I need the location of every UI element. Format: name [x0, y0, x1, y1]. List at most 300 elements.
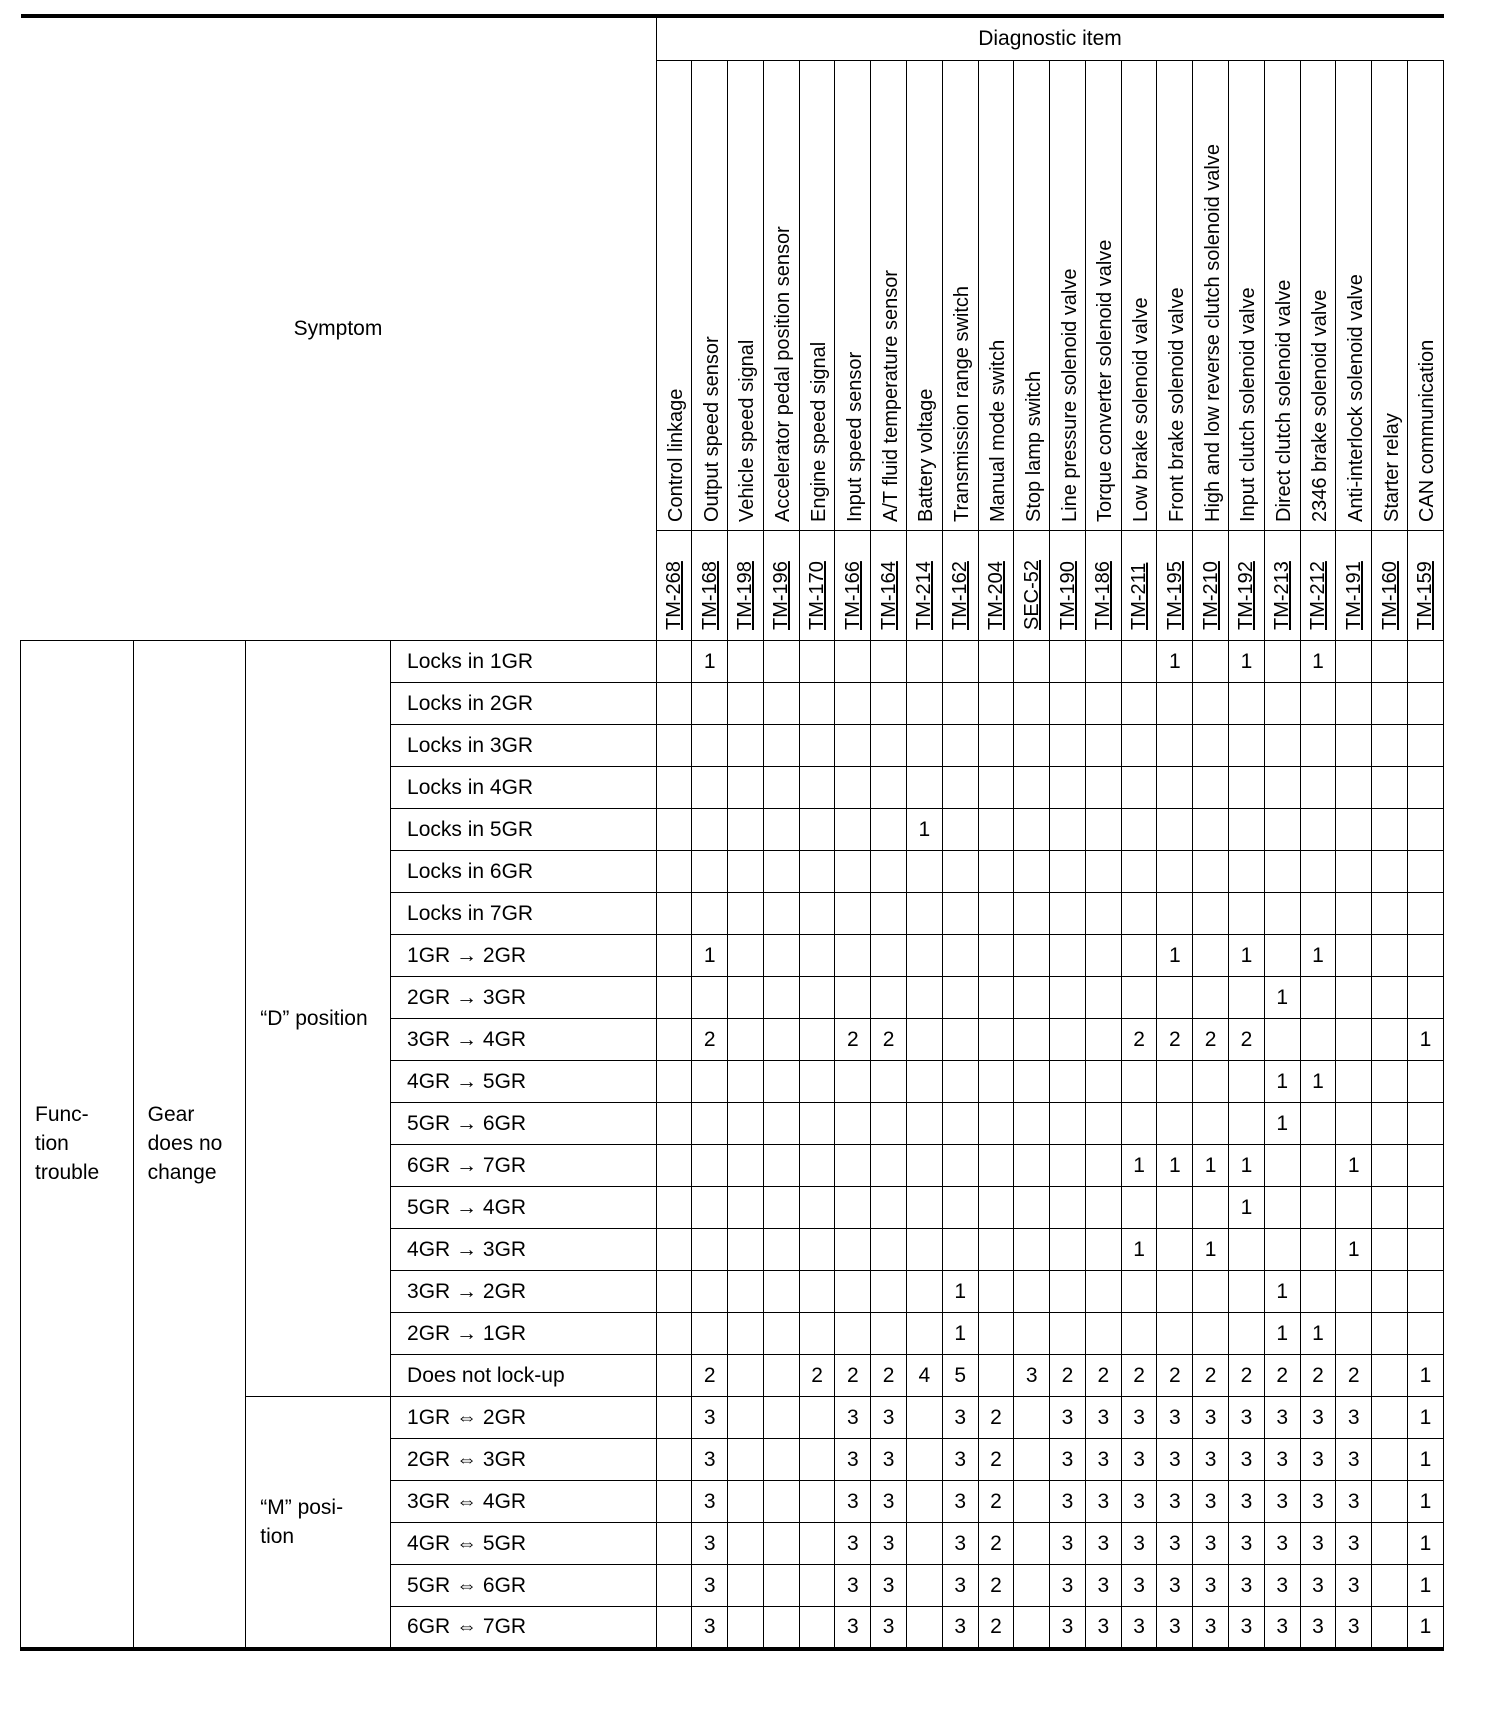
priority-cell: 3 [942, 1397, 978, 1439]
priority-cell: 2 [835, 1355, 871, 1397]
column-ref-cell [1264, 531, 1300, 641]
priority-cell: 3 [1050, 1481, 1086, 1523]
column-name: Engine speed signal [808, 341, 831, 522]
priority-cell [1014, 1229, 1050, 1271]
priority-cell [1085, 893, 1121, 935]
symptom-cell: 1GR ⇔ 2GR [391, 1397, 656, 1439]
reference-link[interactable]: TM-190 [1056, 561, 1079, 630]
column-ref-cell [1229, 531, 1265, 641]
priority-cell [1014, 893, 1050, 935]
column-header [1014, 61, 1050, 531]
priority-cell [1157, 683, 1193, 725]
priority-cell: 1 [1264, 1103, 1300, 1145]
priority-cell [1229, 977, 1265, 1019]
priority-cell [1336, 851, 1372, 893]
priority-cell [1372, 977, 1408, 1019]
priority-cell [763, 893, 799, 935]
priority-cell [978, 1313, 1014, 1355]
priority-cell: 3 [871, 1439, 907, 1481]
priority-cell [1193, 767, 1229, 809]
priority-cell [1264, 1145, 1300, 1187]
priority-cell [763, 935, 799, 977]
priority-cell [1372, 935, 1408, 977]
column-header [1336, 61, 1372, 531]
priority-cell: 1 [1407, 1607, 1443, 1649]
priority-cell [1121, 725, 1157, 767]
priority-cell [1372, 1271, 1408, 1313]
priority-cell: 3 [871, 1481, 907, 1523]
priority-cell [835, 767, 871, 809]
priority-cell [1085, 935, 1121, 977]
priority-cell [728, 1145, 764, 1187]
priority-cell: 2 [978, 1607, 1014, 1649]
priority-cell [1014, 809, 1050, 851]
reference-link[interactable]: TM-166 [841, 561, 864, 630]
priority-cell [1193, 641, 1229, 683]
priority-cell [1121, 767, 1157, 809]
column-header [728, 61, 764, 531]
priority-cell: 3 [1085, 1439, 1121, 1481]
reference-link[interactable]: TM-196 [770, 561, 793, 630]
reference-link[interactable]: TM-268 [662, 561, 685, 630]
priority-cell: 1 [942, 1313, 978, 1355]
priority-cell: 3 [1229, 1439, 1265, 1481]
column-ref-cell [906, 531, 942, 641]
reference-link[interactable]: TM-170 [806, 561, 829, 630]
priority-cell [942, 935, 978, 977]
priority-cell [1014, 767, 1050, 809]
priority-cell [978, 1019, 1014, 1061]
priority-cell [799, 1145, 835, 1187]
priority-cell [1372, 767, 1408, 809]
priority-cell [799, 1271, 835, 1313]
priority-cell [763, 1019, 799, 1061]
priority-cell: 3 [1300, 1565, 1336, 1607]
priority-cell: 3 [1157, 1523, 1193, 1565]
priority-cell [835, 1271, 871, 1313]
priority-cell [1300, 851, 1336, 893]
priority-cell: 2 [692, 1355, 728, 1397]
priority-cell [978, 1061, 1014, 1103]
priority-cell [942, 683, 978, 725]
priority-cell [1121, 1187, 1157, 1229]
priority-cell: 3 [1050, 1397, 1086, 1439]
priority-cell [871, 809, 907, 851]
priority-cell [799, 641, 835, 683]
priority-cell: 1 [692, 641, 728, 683]
priority-cell [1300, 1229, 1336, 1271]
priority-cell [1372, 1061, 1408, 1103]
column-header [692, 61, 728, 531]
priority-cell: 2 [1157, 1019, 1193, 1061]
reference-link[interactable]: TM-186 [1092, 561, 1115, 630]
priority-cell [799, 1439, 835, 1481]
priority-cell [656, 1019, 692, 1061]
priority-cell [1193, 935, 1229, 977]
priority-cell: 3 [1157, 1397, 1193, 1439]
priority-cell [1121, 1103, 1157, 1145]
priority-cell: 3 [1193, 1397, 1229, 1439]
priority-cell [871, 851, 907, 893]
priority-cell: 3 [1121, 1565, 1157, 1607]
column-name: Input clutch solenoid valve [1237, 287, 1260, 522]
priority-cell [728, 1229, 764, 1271]
priority-cell [906, 1019, 942, 1061]
priority-cell [656, 851, 692, 893]
priority-cell [1050, 977, 1086, 1019]
symptom-cell: Locks in 3GR [391, 725, 656, 767]
priority-cell [1193, 1103, 1229, 1145]
priority-cell [656, 1355, 692, 1397]
priority-cell [728, 725, 764, 767]
priority-cell: 2 [1121, 1355, 1157, 1397]
priority-cell [799, 1481, 835, 1523]
priority-cell [871, 683, 907, 725]
priority-cell [763, 1271, 799, 1313]
priority-cell [1193, 1313, 1229, 1355]
column-name: Input speed sensor [843, 351, 866, 522]
priority-cell [1336, 725, 1372, 767]
priority-cell: 1 [942, 1271, 978, 1313]
priority-cell: 3 [835, 1607, 871, 1649]
priority-cell [906, 1481, 942, 1523]
priority-cell: 3 [1336, 1439, 1372, 1481]
reference-link[interactable]: TM-195 [1163, 561, 1186, 630]
priority-cell: 3 [1193, 1565, 1229, 1607]
priority-cell [906, 1061, 942, 1103]
priority-cell [1085, 1145, 1121, 1187]
column-header [1300, 61, 1336, 531]
reference-link[interactable]: TM-159 [1414, 561, 1437, 630]
priority-cell: 3 [1229, 1481, 1265, 1523]
priority-cell [763, 767, 799, 809]
priority-cell: 1 [1121, 1229, 1157, 1271]
priority-cell [1300, 809, 1336, 851]
symptom-cell: Locks in 1GR [391, 641, 656, 683]
priority-cell [799, 851, 835, 893]
priority-cell [1336, 1019, 1372, 1061]
priority-cell [871, 893, 907, 935]
reference-link[interactable]: TM-212 [1306, 561, 1329, 630]
priority-cell [1085, 1229, 1121, 1271]
symptom-cell: 4GR ⇔ 5GR [391, 1523, 656, 1565]
priority-cell [728, 1187, 764, 1229]
priority-cell [1121, 893, 1157, 935]
priority-cell: 3 [942, 1439, 978, 1481]
priority-cell [763, 809, 799, 851]
priority-cell [1014, 1019, 1050, 1061]
priority-cell: 3 [1085, 1565, 1121, 1607]
priority-cell [728, 1271, 764, 1313]
symptom-cell: 1GR → 2GR [391, 935, 656, 977]
priority-cell [692, 767, 728, 809]
priority-cell [1300, 1187, 1336, 1229]
priority-cell: 3 [1229, 1565, 1265, 1607]
priority-cell [835, 977, 871, 1019]
priority-cell [978, 683, 1014, 725]
diagnostic-table [20, 14, 1444, 1651]
priority-cell [1300, 1271, 1336, 1313]
priority-cell: 3 [835, 1439, 871, 1481]
priority-cell [1193, 893, 1229, 935]
priority-cell: 2 [1050, 1355, 1086, 1397]
priority-cell: 3 [942, 1481, 978, 1523]
reference-link[interactable]: TM-213 [1271, 561, 1294, 630]
priority-cell [1372, 683, 1408, 725]
priority-cell [763, 1481, 799, 1523]
priority-cell [1336, 1187, 1372, 1229]
reference-link[interactable]: TM-162 [949, 561, 972, 630]
priority-cell: 3 [1050, 1565, 1086, 1607]
column-header [942, 61, 978, 531]
priority-cell [978, 1145, 1014, 1187]
priority-cell: 2 [1300, 1355, 1336, 1397]
priority-cell [1121, 1271, 1157, 1313]
category-label: Func- tion trouble [35, 1103, 100, 1185]
priority-cell: 2 [692, 1019, 728, 1061]
priority-cell [871, 641, 907, 683]
reference-link[interactable]: TM-160 [1378, 561, 1401, 630]
reference-link[interactable]: TM-168 [698, 561, 721, 630]
priority-cell [1229, 809, 1265, 851]
priority-cell [1407, 1187, 1443, 1229]
column-header [1121, 61, 1157, 531]
priority-cell: 3 [1336, 1523, 1372, 1565]
priority-cell [763, 641, 799, 683]
priority-cell [763, 1397, 799, 1439]
priority-cell [656, 977, 692, 1019]
m-position-cell [246, 1397, 391, 1649]
priority-cell: 3 [942, 1523, 978, 1565]
priority-cell [1014, 641, 1050, 683]
symptom-cell: Does not lock-up [391, 1355, 656, 1397]
priority-cell: 1 [906, 809, 942, 851]
priority-cell [1300, 1145, 1336, 1187]
priority-cell [1300, 683, 1336, 725]
priority-cell: 3 [1336, 1565, 1372, 1607]
reference-link[interactable]: TM-214 [913, 561, 936, 630]
priority-cell [1014, 1523, 1050, 1565]
priority-cell [1407, 851, 1443, 893]
priority-cell [1085, 1313, 1121, 1355]
priority-cell: 1 [1300, 1061, 1336, 1103]
priority-cell [906, 1145, 942, 1187]
priority-cell [1372, 1607, 1408, 1649]
priority-cell [942, 977, 978, 1019]
priority-cell: 1 [1121, 1145, 1157, 1187]
priority-cell [1407, 1271, 1443, 1313]
priority-cell [728, 1313, 764, 1355]
priority-cell: 1 [1264, 1061, 1300, 1103]
priority-cell [692, 1271, 728, 1313]
column-ref-cell [1157, 531, 1193, 641]
priority-cell [1014, 1565, 1050, 1607]
priority-cell [978, 809, 1014, 851]
priority-cell [1229, 1061, 1265, 1103]
priority-cell: 3 [871, 1397, 907, 1439]
priority-cell: 1 [1157, 935, 1193, 977]
priority-cell: 3 [1121, 1481, 1157, 1523]
priority-cell: 3 [692, 1397, 728, 1439]
priority-cell: 3 [1157, 1607, 1193, 1649]
priority-cell [1229, 725, 1265, 767]
priority-cell: 3 [1336, 1607, 1372, 1649]
priority-cell [978, 725, 1014, 767]
priority-cell [728, 683, 764, 725]
priority-cell [656, 683, 692, 725]
priority-cell: 3 [1193, 1523, 1229, 1565]
category-cell [21, 641, 134, 1649]
priority-cell [799, 893, 835, 935]
priority-cell [1085, 683, 1121, 725]
priority-cell [1372, 1229, 1408, 1271]
priority-cell [1300, 1103, 1336, 1145]
priority-cell [1157, 767, 1193, 809]
priority-cell [942, 1019, 978, 1061]
reference-link[interactable]: TM-204 [984, 561, 1007, 630]
priority-cell [835, 1313, 871, 1355]
priority-cell [799, 683, 835, 725]
column-ref-cell [942, 531, 978, 641]
priority-cell [656, 1439, 692, 1481]
reference-link[interactable]: TM-191 [1342, 561, 1365, 630]
priority-cell [656, 1271, 692, 1313]
column-ref-cell [763, 531, 799, 641]
priority-cell [978, 977, 1014, 1019]
reference-link[interactable]: TM-164 [877, 561, 900, 630]
priority-cell [692, 1103, 728, 1145]
priority-cell [906, 1229, 942, 1271]
priority-cell [1121, 851, 1157, 893]
priority-cell [656, 1187, 692, 1229]
priority-cell [978, 1271, 1014, 1313]
reference-link[interactable]: TM-210 [1199, 561, 1222, 630]
priority-cell [1264, 767, 1300, 809]
priority-cell [978, 641, 1014, 683]
column-ref-cell [835, 531, 871, 641]
priority-cell [728, 809, 764, 851]
priority-cell: 3 [1300, 1439, 1336, 1481]
priority-cell [1372, 1355, 1408, 1397]
priority-cell [1372, 1313, 1408, 1355]
priority-cell [1050, 851, 1086, 893]
priority-cell [1193, 725, 1229, 767]
priority-cell: 3 [1157, 1439, 1193, 1481]
priority-cell [692, 683, 728, 725]
priority-cell: 3 [1157, 1481, 1193, 1523]
priority-cell [906, 1397, 942, 1439]
priority-cell [1085, 1061, 1121, 1103]
priority-cell: 3 [1014, 1355, 1050, 1397]
reference-link[interactable]: TM-211 [1128, 562, 1151, 630]
symptom-cell: 6GR → 7GR [391, 1145, 656, 1187]
symptom-cell: 6GR ⇔ 7GR [391, 1607, 656, 1649]
priority-cell [1050, 809, 1086, 851]
priority-cell [942, 1061, 978, 1103]
priority-cell: 3 [1229, 1607, 1265, 1649]
priority-cell [942, 641, 978, 683]
priority-cell [978, 1229, 1014, 1271]
priority-cell [1300, 1019, 1336, 1061]
priority-cell [728, 767, 764, 809]
symptom-cell: 5GR ⇔ 6GR [391, 1565, 656, 1607]
priority-cell [1050, 1145, 1086, 1187]
priority-cell: 2 [835, 1019, 871, 1061]
priority-cell [906, 851, 942, 893]
priority-cell: 5 [942, 1355, 978, 1397]
priority-cell [763, 851, 799, 893]
reference-link[interactable]: TM-198 [734, 561, 757, 630]
priority-cell [835, 851, 871, 893]
priority-cell: 3 [1085, 1481, 1121, 1523]
reference-link[interactable]: SEC-52 [1020, 559, 1043, 630]
priority-cell [656, 1397, 692, 1439]
priority-cell [978, 851, 1014, 893]
column-ref-cell [1407, 531, 1443, 641]
priority-cell [978, 893, 1014, 935]
column-header [1157, 61, 1193, 531]
priority-cell [906, 977, 942, 1019]
priority-cell: 3 [1085, 1607, 1121, 1649]
priority-cell [942, 1229, 978, 1271]
priority-cell: 2 [1193, 1019, 1229, 1061]
priority-cell [728, 1355, 764, 1397]
symptom-cell: 2GR ⇔ 3GR [391, 1439, 656, 1481]
priority-cell: 1 [1407, 1019, 1443, 1061]
priority-cell [1157, 1187, 1193, 1229]
priority-cell: 2 [978, 1565, 1014, 1607]
priority-cell [1193, 1061, 1229, 1103]
priority-cell [1336, 1313, 1372, 1355]
column-ref-cell [1300, 531, 1336, 641]
priority-cell [1407, 1229, 1443, 1271]
column-name: Transmission range switch [951, 285, 974, 522]
column-header [1372, 61, 1408, 531]
priority-cell: 3 [835, 1523, 871, 1565]
priority-cell: 3 [835, 1481, 871, 1523]
priority-cell: 3 [1193, 1481, 1229, 1523]
priority-cell [1264, 725, 1300, 767]
priority-cell [656, 1229, 692, 1271]
priority-cell [871, 1271, 907, 1313]
column-ref-cell [1085, 531, 1121, 641]
priority-cell [1157, 1103, 1193, 1145]
priority-cell [656, 1313, 692, 1355]
reference-link[interactable]: TM-192 [1235, 561, 1258, 630]
priority-cell [1300, 977, 1336, 1019]
priority-cell [728, 935, 764, 977]
priority-cell [1372, 809, 1408, 851]
priority-cell: 1 [1336, 1145, 1372, 1187]
priority-cell: 3 [835, 1397, 871, 1439]
priority-cell [1157, 1271, 1193, 1313]
subcategory-cell [133, 641, 246, 1649]
priority-cell [1085, 1019, 1121, 1061]
priority-cell: 1 [1407, 1523, 1443, 1565]
priority-cell [835, 935, 871, 977]
column-header [1050, 61, 1086, 531]
priority-cell [871, 767, 907, 809]
priority-cell [871, 1187, 907, 1229]
priority-cell [1050, 683, 1086, 725]
priority-cell: 1 [1264, 1271, 1300, 1313]
column-header [1229, 61, 1265, 531]
priority-cell [871, 935, 907, 977]
priority-cell: 1 [1229, 641, 1265, 683]
priority-cell: 2 [1264, 1355, 1300, 1397]
priority-cell: 3 [692, 1565, 728, 1607]
priority-cell [1085, 767, 1121, 809]
